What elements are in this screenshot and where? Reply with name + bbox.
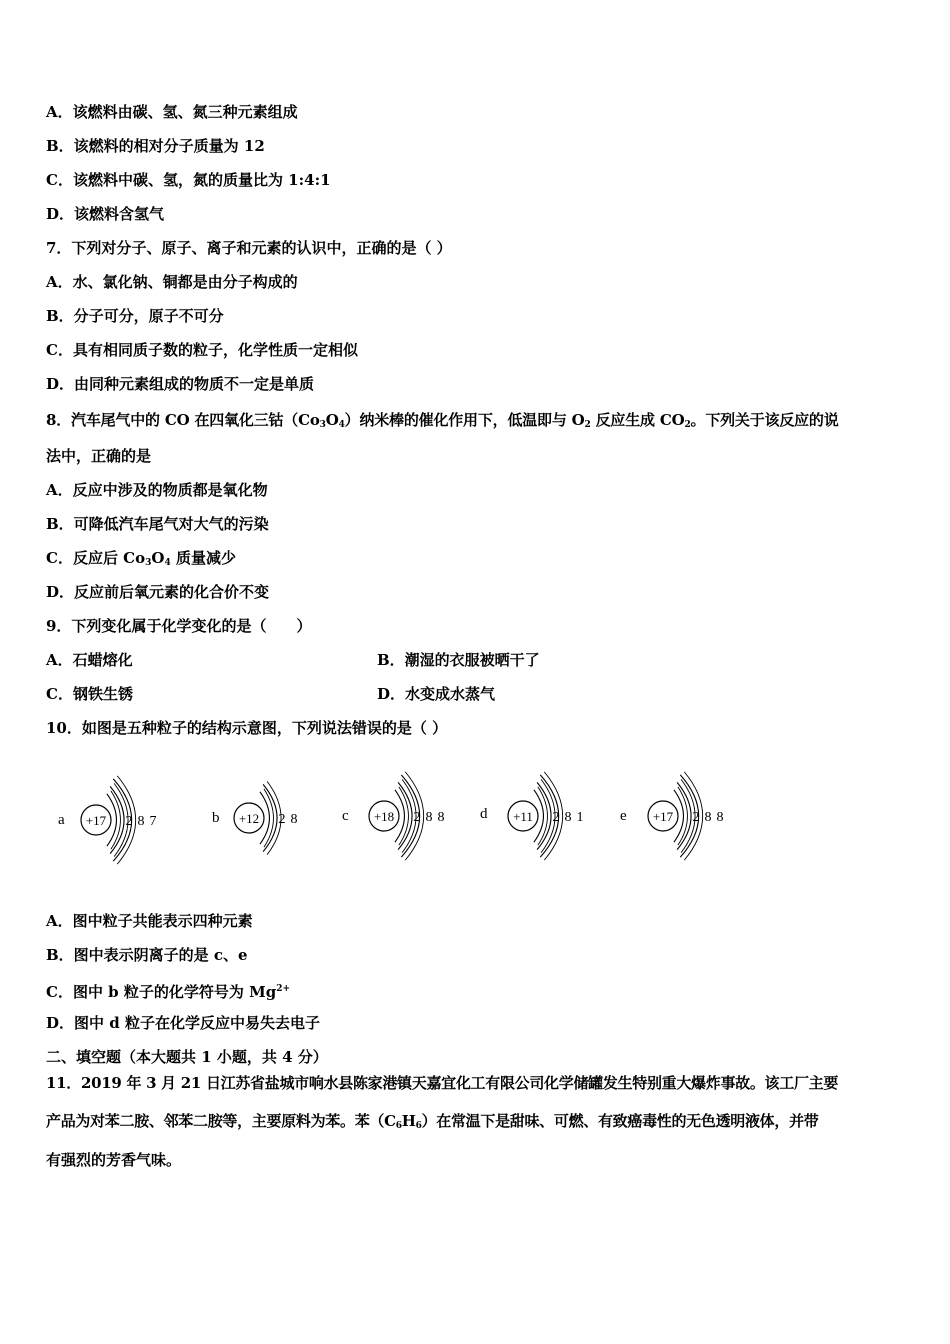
q7-option-c: C．具有相同质子数的粒子，化学性质一定相似 xyxy=(46,341,358,359)
electron-count: 7 xyxy=(149,814,157,829)
nucleus-charge: +18 xyxy=(373,809,395,824)
particle-d xyxy=(480,772,584,860)
q7-stem: 7．下列对分子、原子、离子和元素的认识中，正确的是（ ） xyxy=(46,239,452,257)
particle-label: a xyxy=(58,812,65,828)
electron-shell-arc xyxy=(260,792,270,844)
q7-option-d: D．由同种元素组成的物质不一定是单质 xyxy=(46,375,315,393)
nucleus-charge: +11 xyxy=(513,809,533,824)
q8-option-a: A．反应中涉及的物质都是氧化物 xyxy=(46,481,268,499)
electron-count: 8 xyxy=(704,810,712,825)
q11-line3: 有强烈的芳香气味。 xyxy=(46,1151,182,1169)
q10-option-b: B．图中表示阴离子的是 c、e xyxy=(46,946,248,964)
q8-option-b: B．可降低汽车尾气对大气的污染 xyxy=(46,515,269,533)
electron-count: 1 xyxy=(576,810,584,825)
q8-option-c: C．反应后 $Co_3O_4$ 质量减少 xyxy=(46,549,236,568)
q9-option-c: C．钢铁生锈 xyxy=(46,685,133,703)
electron-count: 2 xyxy=(692,810,700,825)
q10-option-a: A．图中粒子共能表示四种元素 xyxy=(46,912,253,930)
particle-diagrams xyxy=(46,752,766,882)
particle-b xyxy=(212,781,298,854)
q7-option-a: A．水、氯化钠、铜都是由分子构成的 xyxy=(46,273,298,291)
q6-option-a: A．该燃料由碳、氢、氮三种元素组成 xyxy=(46,103,298,121)
q6-option-b: B．该燃料的相对分子质量为 12 xyxy=(46,137,265,155)
particle-label: b xyxy=(212,810,220,826)
electron-count: 8 xyxy=(564,810,572,825)
q10-option-c: C．图中 b 粒子的化学符号为 $Mg^{2+}$ xyxy=(46,983,290,1001)
electron-shell-arc xyxy=(674,790,684,842)
q9-option-b: B．潮湿的衣服被晒干了 xyxy=(377,651,540,669)
nucleus-charge: +17 xyxy=(652,809,674,824)
electron-count: 8 xyxy=(290,812,298,827)
particle-e xyxy=(620,772,724,860)
particle-c xyxy=(342,772,445,860)
particle-label: d xyxy=(480,806,488,822)
q7-option-b: B．分子可分，原子不可分 xyxy=(46,307,224,325)
electron-count: 8 xyxy=(425,810,433,825)
atomic-structure-diagram xyxy=(46,752,766,882)
q10-option-d: D．图中 d 粒子在化学反应中易失去电子 xyxy=(46,1014,320,1032)
electron-count: 2 xyxy=(552,810,560,825)
electron-count: 8 xyxy=(716,810,724,825)
electron-count: 2 xyxy=(278,812,286,827)
particle-label: e xyxy=(620,808,627,824)
nucleus-charge: +12 xyxy=(238,811,260,826)
q11-line2: 产品为对苯二胺、邻苯二胺等，主要原料为苯。苯$(C_6H_6)$在常温下是甜味、可燃、有致癌毒性的无色透明液体，并带 xyxy=(46,1112,819,1131)
nucleus-charge: +17 xyxy=(85,813,107,828)
particle-label: c xyxy=(342,808,349,824)
section-title: 二、填空题（本大题共 1 小题，共 4 分） xyxy=(46,1048,328,1066)
electron-shell-arc xyxy=(107,794,117,846)
electron-shell-arc xyxy=(534,790,544,842)
electron-count: 2 xyxy=(413,810,421,825)
q10-stem: 10．如图是五种粒子的结构示意图，下列说法错误的是（ ） xyxy=(46,719,448,737)
particle-a xyxy=(58,776,157,864)
q8-stem-line1: 8．汽车尾气中的 CO 在四氧化三钴$(Co_3O_4)$纳米棒的催化作用下，低温即与 $O_2$ 反应生成 $CO_2$。下列关于该反应的说 xyxy=(46,411,839,430)
q9-option-a: A．石蜡熔化 xyxy=(46,651,133,669)
electron-count: 8 xyxy=(437,810,445,825)
electron-count: 2 xyxy=(125,814,133,829)
electron-shell-arc xyxy=(395,790,405,842)
q8-option-d: D．反应前后氧元素的化合价不变 xyxy=(46,583,270,601)
q9-option-d: D．水变成水蒸气 xyxy=(377,685,496,703)
q6-option-c: C．该燃料中碳、氢，氮的质量比为 1:4:1 xyxy=(46,171,331,189)
q6-option-d: D．该燃料含氢气 xyxy=(46,205,165,223)
q8-stem-line2: 法中，正确的是 xyxy=(46,447,152,465)
electron-count: 8 xyxy=(137,814,145,829)
q9-stem: 9．下列变化属于化学变化的是（ ） xyxy=(46,617,312,635)
q11-line1: 11．2019 年 3 月 21 日江苏省盐城市响水县陈家港镇天嘉宜化工有限公司化学储罐发生特别重大爆炸事故。该工厂主要 xyxy=(46,1074,839,1092)
